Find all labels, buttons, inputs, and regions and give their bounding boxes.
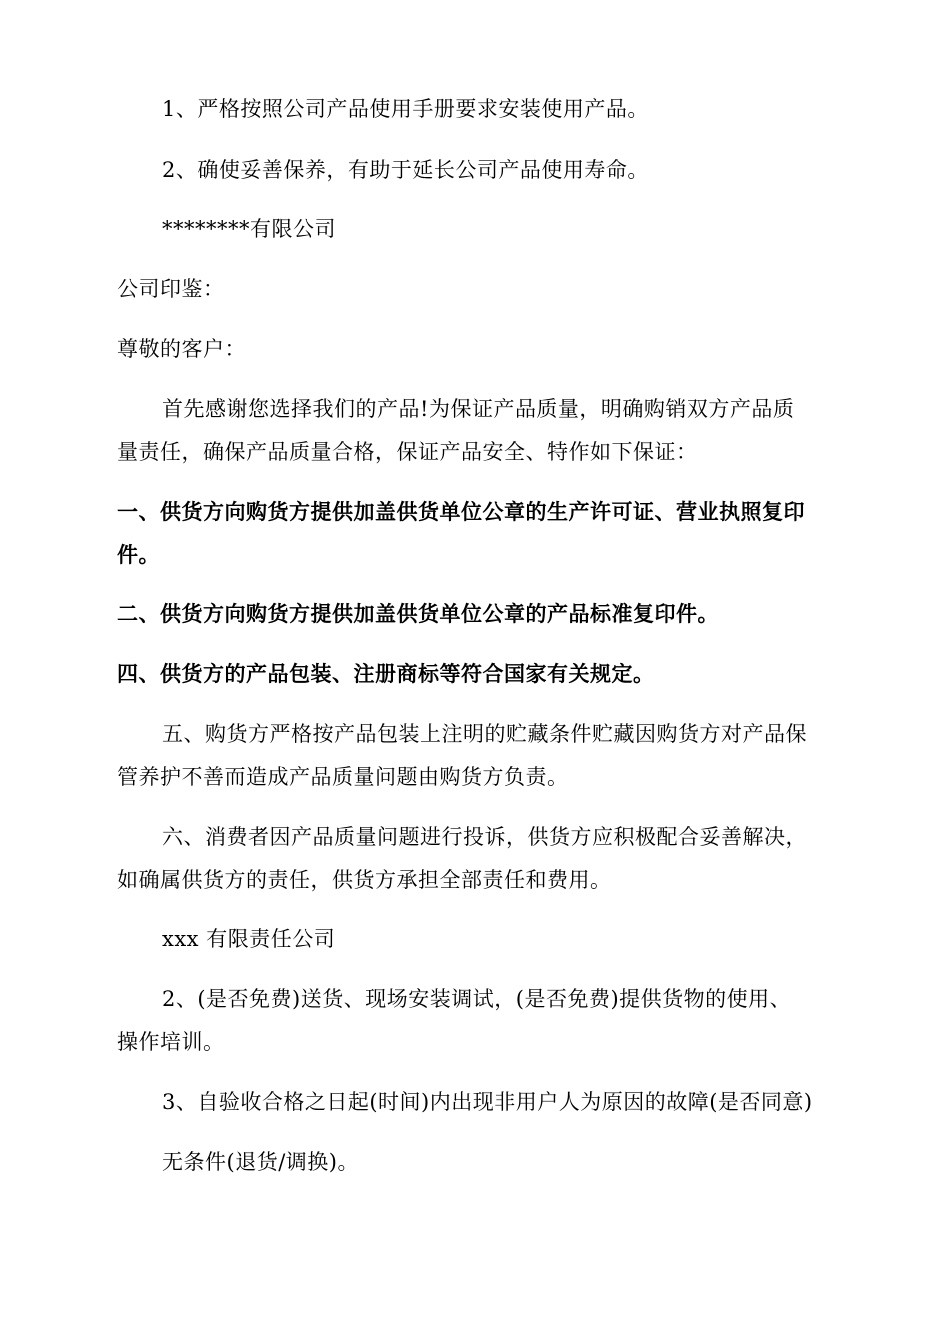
clause-6-line-2: 如确属供货方的责任，供货方承担全部责任和费用。 xyxy=(117,868,612,892)
clause-4: 四、供货方的产品包装、注册商标等符合国家有关规定。 xyxy=(117,662,655,686)
item-3-line-2: 无条件(退货/调换)。 xyxy=(162,1150,359,1174)
company-signature: xxx 有限责任公司 xyxy=(162,927,336,951)
clause-1-line-1: 一、供货方向购货方提供加盖供货单位公章的生产许可证、营业执照复印 xyxy=(117,500,805,524)
item-2-line-1: 2、(是否免费)送货、现场安装调试，(是否免费)提供货物的使用、 xyxy=(162,987,792,1011)
clause-1-line-2: 件。 xyxy=(117,543,160,567)
item-3-line-1: 3、自验收合格之日起(时间)内出现非用户人为原因的故障(是否同意) xyxy=(162,1090,813,1114)
intro-paragraph-line-1: 首先感谢您选择我们的产品!为保证产品质量，明确购销双方产品质 xyxy=(162,397,795,421)
item-2-line-2: 操作培训。 xyxy=(117,1030,225,1054)
clause-6-line-1: 六、消费者因产品质量问题进行投诉，供货方应积极配合妥善解决， xyxy=(162,825,807,849)
clause-5-line-1: 五、购货方严格按产品包装上注明的贮藏条件贮藏因购货方对产品保 xyxy=(162,722,807,746)
salutation: 尊敬的客户： xyxy=(117,337,246,361)
company-name-line: ********有限公司 xyxy=(162,217,336,241)
text-line-1: 1、严格按照公司产品使用手册要求安装使用产品。 xyxy=(162,97,649,121)
text-line-2: 2、确使妥善保养，有助于延长公司产品使用寿命。 xyxy=(162,158,649,182)
company-seal-label: 公司印鉴： xyxy=(117,277,225,301)
clause-2: 二、供货方向购货方提供加盖供货单位公章的产品标准复印件。 xyxy=(117,602,719,626)
intro-paragraph-line-2: 量责任，确保产品质量合格，保证产品安全、特作如下保证： xyxy=(117,440,698,464)
clause-5-line-2: 管养护不善而造成产品质量问题由购货方负责。 xyxy=(117,765,569,789)
